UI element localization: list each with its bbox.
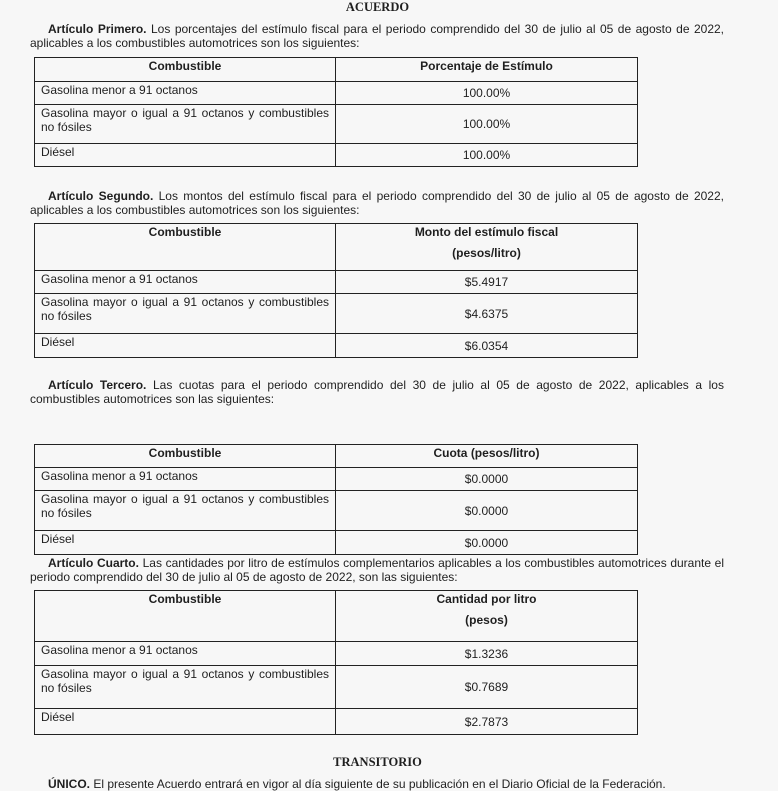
fuel-cell: Gasolina mayor o igual a 91 octanos y combustibles no fósiles <box>35 294 336 334</box>
table-row <box>35 531 638 555</box>
article-1-label: Artículo Primero. <box>48 22 147 36</box>
value-cell: $0.0000 <box>336 491 638 531</box>
table-row <box>35 105 638 144</box>
table-row <box>35 642 638 666</box>
fuel-cell: Diésel <box>35 709 336 735</box>
article-3-text: Las cuotas para el periodo comprendido del 30 de julio al 05 de agosto de 2022, aplicables a los combustibles automotrices son las siguientes: <box>30 378 724 406</box>
article-4-table <box>34 590 638 735</box>
article-1-col-fuel: Combustible <box>35 58 336 82</box>
fuel-cell: Gasolina menor a 91 octanos <box>35 468 336 491</box>
article-4-col-qty <box>336 591 638 642</box>
fuel-cell: Diésel <box>35 531 336 555</box>
article-2-col-fuel: Combustible <box>35 224 336 271</box>
article-3-col-fuel: Combustible <box>35 445 336 468</box>
fuel-cell: Diésel <box>35 334 336 358</box>
fuel-cell: Gasolina menor a 91 octanos <box>35 82 336 105</box>
article-2-col-amount <box>336 224 638 271</box>
article-3-table <box>34 444 638 555</box>
table-row <box>35 709 638 735</box>
article-2-text: Los montos del estímulo fiscal para el periodo comprendido del 30 de julio al 05 de agosto de 2022, aplicables a los combustibles automotrices son los siguientes: <box>30 189 724 217</box>
fuel-cell: Gasolina menor a 91 octanos <box>35 271 336 294</box>
article-4-col-qty-unit: (pesos) <box>465 613 508 627</box>
fuel-cell: Gasolina mayor o igual a 91 octanos y combustibles no fósiles <box>35 491 336 531</box>
value-cell: $0.0000 <box>336 468 638 491</box>
transitorio-label: ÚNICO. <box>48 777 90 791</box>
transitorio-text: El presente Acuerdo entrará en vigor al día siguiente de su publicación en el Diario Oficial de la Federación. <box>90 777 666 791</box>
article-3-paragraph <box>30 378 724 406</box>
article-3-label: Artículo Tercero. <box>48 378 147 392</box>
transitorio-paragraph <box>30 777 724 791</box>
table-row <box>35 144 638 167</box>
table-row <box>35 666 638 709</box>
value-cell: $4.6375 <box>336 294 638 334</box>
heading-transitorio: TRANSITORIO <box>333 755 422 769</box>
article-3-col-quota: Cuota (pesos/litro) <box>336 445 638 468</box>
article-4-paragraph <box>30 556 724 584</box>
article-1-text: Los porcentajes del estímulo fiscal para el periodo comprendido del 30 de julio al 05 de agosto de 2022, aplicables a los combustibles automotrices son los siguientes: <box>30 22 725 50</box>
fuel-cell: Gasolina menor a 91 octanos <box>35 642 336 666</box>
article-1-table <box>34 57 638 167</box>
value-cell: $6.0354 <box>336 334 638 358</box>
article-4-label: Artículo Cuarto. <box>48 556 139 570</box>
value-cell: $5.4917 <box>336 271 638 294</box>
value-cell: $1.3236 <box>336 642 638 666</box>
heading-acuerdo: ACUERDO <box>345 0 410 14</box>
value-cell: 100.00% <box>336 105 638 144</box>
table-row <box>35 468 638 491</box>
table-row <box>35 82 638 105</box>
article-2-col-amount-unit: (pesos/litro) <box>452 246 521 260</box>
value-cell: $0.7689 <box>336 666 638 709</box>
article-2-table <box>34 223 638 358</box>
fuel-cell: Diésel <box>35 144 336 167</box>
value-cell: 100.00% <box>336 144 638 167</box>
article-2-label: Artículo Segundo. <box>48 189 154 203</box>
value-cell: 100.00% <box>336 82 638 105</box>
fuel-cell: Gasolina mayor o igual a 91 octanos y combustibles no fósiles <box>35 666 336 709</box>
table-row <box>35 334 638 358</box>
fuel-cell: Gasolina mayor o igual a 91 octanos y combustibles no fósiles <box>35 105 336 144</box>
table-row <box>35 271 638 294</box>
article-4-col-fuel: Combustible <box>35 591 336 642</box>
article-2-paragraph <box>30 189 724 217</box>
article-1-col-percent: Porcentaje de Estímulo <box>336 58 638 82</box>
article-1-paragraph <box>30 22 724 50</box>
article-4-text: Las cantidades por litro de estímulos complementarios aplicables a los combustibles automotrices durante el periodo comprendido del 30 de julio al 05 de agosto de 2022, son las siguientes: <box>30 556 725 584</box>
value-cell: $0.0000 <box>336 531 638 555</box>
article-2-col-amount-title: Monto del estímulo fiscal <box>414 225 559 239</box>
value-cell: $2.7873 <box>336 709 638 735</box>
table-row <box>35 491 638 531</box>
article-4-col-qty-title: Cantidad por litro <box>436 592 537 606</box>
table-row <box>35 294 638 334</box>
